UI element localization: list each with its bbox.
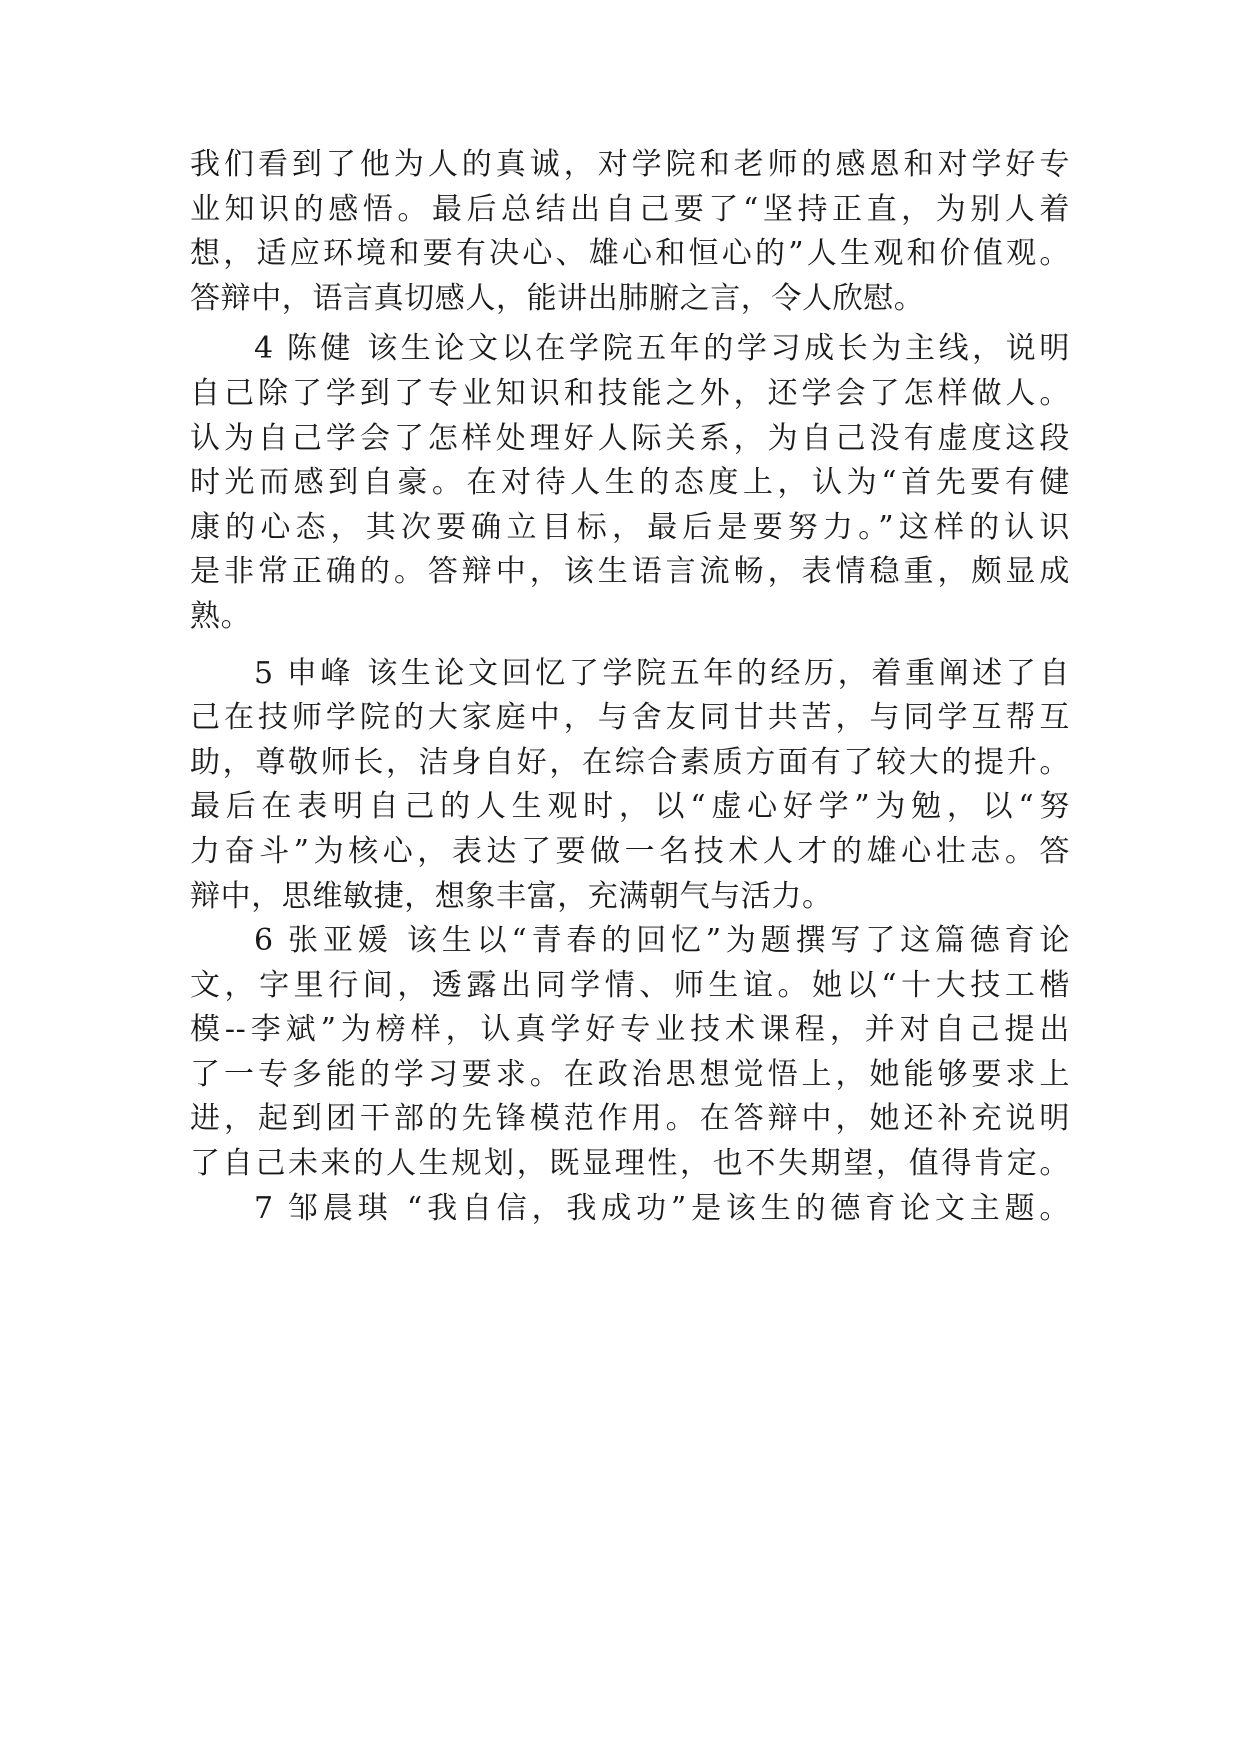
text-line: 时光而感到自豪。在对待人生的态度上，认为“首先要有健 bbox=[190, 465, 1070, 501]
text-line: 业知识的感悟。最后总结出自己要了“坚持正直，为别人着 bbox=[190, 191, 1070, 227]
text-line: 认为自己学会了怎样处理好人际关系，为自己没有虚度这段 bbox=[190, 420, 1070, 456]
text-line: 答辩中，语言真切感人，能讲出肺腑之言，令人欣慰。 bbox=[190, 280, 925, 316]
text-line: 5 申峰 该生论文回忆了学院五年的经历，着重阐述了自 bbox=[254, 655, 1070, 691]
paragraph-continuation bbox=[190, 143, 1070, 321]
text-line: 6 张亚媛 该生以“青春的回忆”为题撰写了这篇德育论 bbox=[254, 923, 1070, 959]
text-line: 我们看到了他为人的真诚，对学院和老师的感恩和对学好专 bbox=[190, 147, 1070, 182]
paragraph-student-6 bbox=[190, 919, 1070, 1187]
text-line: 最后在表明自己的人生观时，以“虚心好学”为勉，以“努 bbox=[190, 789, 1070, 825]
text-line: 康的心态，其次要确立目标，最后是要努力。”这样的认识 bbox=[190, 509, 1070, 545]
text-line: 熟。 bbox=[190, 598, 252, 634]
paragraph-student-5 bbox=[190, 652, 1070, 920]
text-line: 7 邹晨琪 “我自信，我成功”是该生的德育论文主题。 bbox=[254, 1190, 1070, 1226]
text-line: 辩中，思维敏捷，想象丰富，充满朝气与活力。 bbox=[190, 878, 833, 914]
text-line: 己在技师学院的大家庭中，与舍友同甘共苦，与同学互帮互 bbox=[190, 700, 1070, 736]
text-line: 模--李斌”为榜样，认真学好专业技术课程，并对自己提出 bbox=[190, 1012, 1070, 1048]
text-line: 了一专多能的学习要求。在政治思想觉悟上，她能够要求上 bbox=[190, 1056, 1070, 1092]
text-line: 想，适应环境和要有决心、雄心和恒心的”人生观和价值观。 bbox=[190, 236, 1070, 272]
document-body bbox=[190, 143, 1070, 1231]
text-line: 自己除了学到了专业知识和技能之外，还学会了怎样做人。 bbox=[190, 375, 1070, 411]
text-line: 了自己未来的人生规划，既显理性，也不失期望，值得肯定。 bbox=[190, 1146, 1070, 1182]
text-line: 进，起到团干部的先锋模范作用。在答辩中，她还补充说明 bbox=[190, 1101, 1070, 1137]
paragraph-student-7 bbox=[190, 1187, 1070, 1232]
text-line: 力奋斗”为核心，表达了要做一名技术人才的雄心壮志。答 bbox=[190, 833, 1070, 869]
text-line: 助，尊敬师长，洁身自好，在综合素质方面有了较大的提升。 bbox=[190, 744, 1070, 780]
text-line: 文，字里行间，透露出同学情、师生谊。她以“十大技工楷 bbox=[190, 967, 1070, 1003]
text-line: 4 陈健 该生论文以在学院五年的学习成长为主线，说明 bbox=[254, 331, 1070, 367]
paragraph-student-4 bbox=[190, 327, 1070, 639]
text-line: 是非常正确的。答辩中，该生语言流畅，表情稳重，颇显成 bbox=[190, 554, 1070, 590]
